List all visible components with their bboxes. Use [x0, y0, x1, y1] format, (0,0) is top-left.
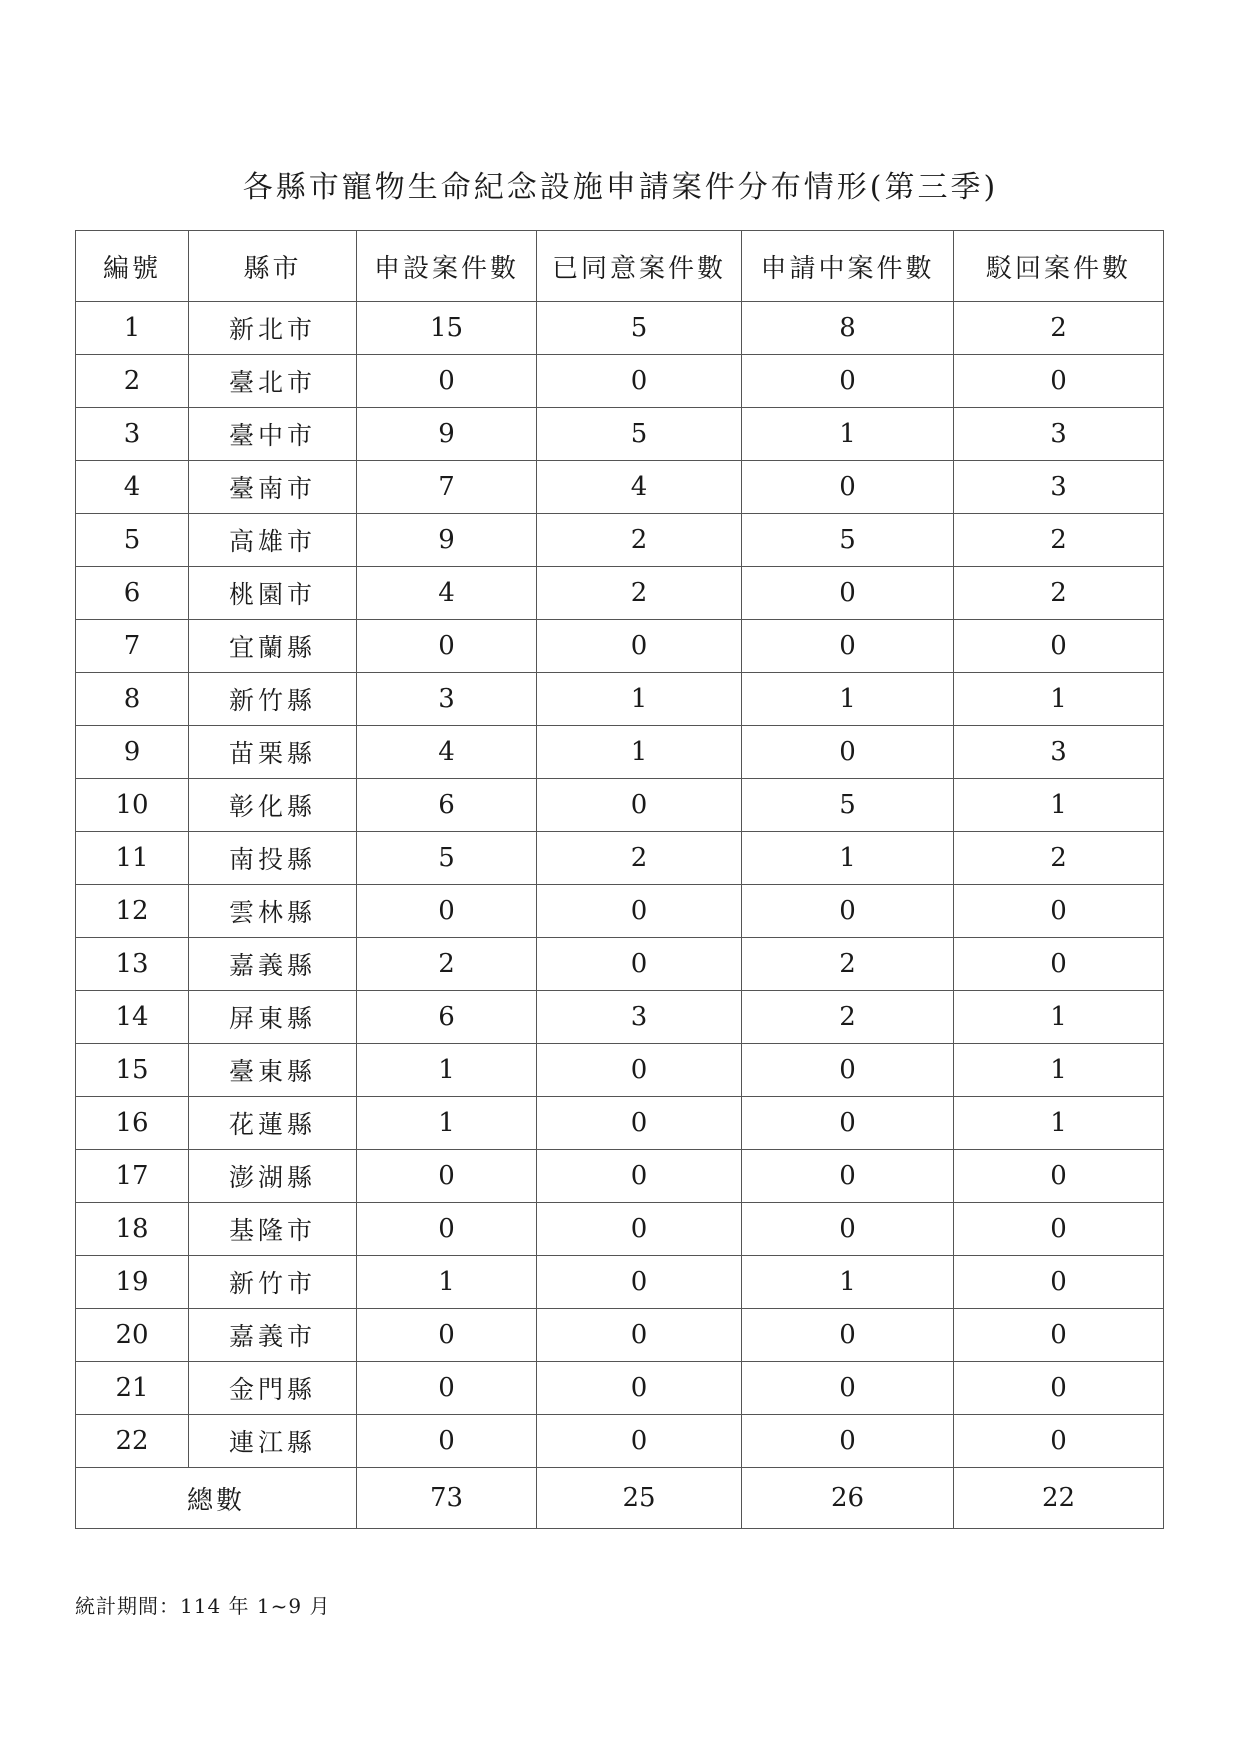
table-row [76, 1203, 1164, 1256]
cell-approved: 0 [537, 938, 742, 991]
cell-pending: 0 [742, 1309, 954, 1362]
cell-rejected: 2 [954, 832, 1164, 885]
total-label: 總數 [76, 1468, 357, 1529]
cell-pending: 5 [742, 514, 954, 567]
cell-applied: 7 [357, 461, 537, 514]
cell-rejected: 2 [954, 567, 1164, 620]
cell-rejected: 0 [954, 885, 1164, 938]
cell-applied: 4 [357, 726, 537, 779]
total-approved: 25 [537, 1468, 742, 1529]
cell-pending: 5 [742, 779, 954, 832]
cell-county: 屏東縣 [189, 991, 357, 1044]
cell-id: 11 [76, 832, 189, 885]
cell-rejected: 0 [954, 1203, 1164, 1256]
cell-pending: 0 [742, 355, 954, 408]
table-row [76, 1415, 1164, 1468]
cell-county: 桃園市 [189, 567, 357, 620]
cell-applied: 3 [357, 673, 537, 726]
total-rejected: 22 [954, 1468, 1164, 1529]
cell-county: 連江縣 [189, 1415, 357, 1468]
cell-pending: 8 [742, 302, 954, 355]
cell-approved: 5 [537, 408, 742, 461]
statistics-period-note: 統計期間：114 年 1~9 月 [75, 1594, 331, 1618]
cell-county: 苗栗縣 [189, 726, 357, 779]
cell-id: 3 [76, 408, 189, 461]
cell-id: 21 [76, 1362, 189, 1415]
cell-applied: 0 [357, 620, 537, 673]
cell-county: 新竹市 [189, 1256, 357, 1309]
cell-id: 12 [76, 885, 189, 938]
cell-applied: 1 [357, 1097, 537, 1150]
cell-approved: 2 [537, 514, 742, 567]
cell-applied: 9 [357, 514, 537, 567]
cell-id: 9 [76, 726, 189, 779]
cell-id: 16 [76, 1097, 189, 1150]
cell-id: 13 [76, 938, 189, 991]
cell-approved: 0 [537, 885, 742, 938]
table-row [76, 673, 1164, 726]
cell-pending: 2 [742, 991, 954, 1044]
cell-rejected: 0 [954, 1309, 1164, 1362]
cell-rejected: 2 [954, 302, 1164, 355]
cell-rejected: 1 [954, 1044, 1164, 1097]
cell-approved: 0 [537, 1362, 742, 1415]
cell-pending: 0 [742, 885, 954, 938]
cell-applied: 15 [357, 302, 537, 355]
cell-county: 雲林縣 [189, 885, 357, 938]
cell-rejected: 1 [954, 779, 1164, 832]
table-row [76, 779, 1164, 832]
cell-approved: 0 [537, 1256, 742, 1309]
cell-rejected: 0 [954, 1256, 1164, 1309]
cell-rejected: 3 [954, 461, 1164, 514]
cell-rejected: 0 [954, 1415, 1164, 1468]
cell-rejected: 0 [954, 355, 1164, 408]
cell-applied: 0 [357, 1415, 537, 1468]
header-county: 縣市 [189, 231, 357, 302]
cell-id: 10 [76, 779, 189, 832]
cell-county: 臺東縣 [189, 1044, 357, 1097]
table-row [76, 832, 1164, 885]
cell-rejected: 0 [954, 1362, 1164, 1415]
total-pending: 26 [742, 1468, 954, 1529]
header-rejected: 駁回案件數 [954, 231, 1164, 302]
cell-id: 6 [76, 567, 189, 620]
cell-county: 臺南市 [189, 461, 357, 514]
cell-county: 金門縣 [189, 1362, 357, 1415]
table-row [76, 991, 1164, 1044]
cell-applied: 1 [357, 1044, 537, 1097]
cell-county: 嘉義市 [189, 1309, 357, 1362]
cell-county: 臺北市 [189, 355, 357, 408]
cell-id: 15 [76, 1044, 189, 1097]
cell-pending: 0 [742, 1097, 954, 1150]
cell-approved: 1 [537, 673, 742, 726]
header-approved: 已同意案件數 [537, 231, 742, 302]
cell-pending: 0 [742, 726, 954, 779]
cell-county: 基隆市 [189, 1203, 357, 1256]
cell-id: 8 [76, 673, 189, 726]
cell-applied: 4 [357, 567, 537, 620]
cell-county: 新北市 [189, 302, 357, 355]
cell-county: 新竹縣 [189, 673, 357, 726]
table-row [76, 1097, 1164, 1150]
cell-approved: 2 [537, 832, 742, 885]
table-row [76, 567, 1164, 620]
table-row [76, 938, 1164, 991]
cell-pending: 1 [742, 1256, 954, 1309]
cell-applied: 9 [357, 408, 537, 461]
cell-pending: 0 [742, 1044, 954, 1097]
table-body [76, 302, 1164, 1468]
header-applied: 申設案件數 [357, 231, 537, 302]
table-row [76, 1256, 1164, 1309]
cell-applied: 5 [357, 832, 537, 885]
cell-pending: 2 [742, 938, 954, 991]
cell-pending: 1 [742, 408, 954, 461]
cell-id: 22 [76, 1415, 189, 1468]
cell-rejected: 3 [954, 726, 1164, 779]
table-row [76, 1150, 1164, 1203]
cell-approved: 0 [537, 1203, 742, 1256]
cell-applied: 6 [357, 779, 537, 832]
cell-applied: 0 [357, 885, 537, 938]
cell-pending: 0 [742, 1203, 954, 1256]
cell-approved: 0 [537, 355, 742, 408]
cell-county: 宜蘭縣 [189, 620, 357, 673]
cell-approved: 4 [537, 461, 742, 514]
table-row [76, 620, 1164, 673]
table-row [76, 514, 1164, 567]
cell-applied: 0 [357, 1203, 537, 1256]
cell-applied: 6 [357, 991, 537, 1044]
table-row [76, 355, 1164, 408]
cell-approved: 0 [537, 1309, 742, 1362]
cell-county: 高雄市 [189, 514, 357, 567]
cell-pending: 1 [742, 673, 954, 726]
cell-county: 花蓮縣 [189, 1097, 357, 1150]
cell-approved: 0 [537, 779, 742, 832]
total-applied: 73 [357, 1468, 537, 1529]
table-row [76, 726, 1164, 779]
cell-approved: 0 [537, 1415, 742, 1468]
page-title: 各縣市寵物生命紀念設施申請案件分布情形(第三季) [242, 170, 999, 205]
cell-rejected: 3 [954, 408, 1164, 461]
cell-id: 2 [76, 355, 189, 408]
header-id: 編號 [76, 231, 189, 302]
table-row [76, 1309, 1164, 1362]
cell-id: 7 [76, 620, 189, 673]
table-row [76, 1044, 1164, 1097]
cell-rejected: 0 [954, 938, 1164, 991]
cell-applied: 0 [357, 355, 537, 408]
table-row [76, 302, 1164, 355]
cell-approved: 0 [537, 1150, 742, 1203]
cell-applied: 0 [357, 1150, 537, 1203]
cell-rejected: 2 [954, 514, 1164, 567]
cell-approved: 0 [537, 1044, 742, 1097]
cell-pending: 1 [742, 832, 954, 885]
cell-county: 臺中市 [189, 408, 357, 461]
cell-approved: 1 [537, 726, 742, 779]
cell-id: 19 [76, 1256, 189, 1309]
cell-id: 18 [76, 1203, 189, 1256]
cell-county: 南投縣 [189, 832, 357, 885]
cell-pending: 0 [742, 620, 954, 673]
cell-county: 嘉義縣 [189, 938, 357, 991]
cell-id: 17 [76, 1150, 189, 1203]
table-row [76, 461, 1164, 514]
county-cases-table [75, 230, 1164, 1529]
cell-id: 14 [76, 991, 189, 1044]
cell-id: 4 [76, 461, 189, 514]
cell-pending: 0 [742, 567, 954, 620]
table-row [76, 408, 1164, 461]
cell-pending: 0 [742, 1150, 954, 1203]
cell-rejected: 1 [954, 1097, 1164, 1150]
cell-applied: 0 [357, 1362, 537, 1415]
cell-rejected: 0 [954, 620, 1164, 673]
cell-applied: 0 [357, 1309, 537, 1362]
cell-county: 彰化縣 [189, 779, 357, 832]
cell-approved: 0 [537, 1097, 742, 1150]
cell-applied: 2 [357, 938, 537, 991]
table-row [76, 885, 1164, 938]
cell-county: 澎湖縣 [189, 1150, 357, 1203]
table-row [76, 1362, 1164, 1415]
cell-approved: 2 [537, 567, 742, 620]
total-row [76, 1468, 1164, 1529]
header-pending: 申請中案件數 [742, 231, 954, 302]
cell-approved: 0 [537, 620, 742, 673]
cell-rejected: 0 [954, 1150, 1164, 1203]
cell-rejected: 1 [954, 673, 1164, 726]
cell-pending: 0 [742, 1362, 954, 1415]
table-header-row [76, 231, 1164, 302]
cell-approved: 5 [537, 302, 742, 355]
cell-pending: 0 [742, 461, 954, 514]
cell-id: 1 [76, 302, 189, 355]
cell-id: 20 [76, 1309, 189, 1362]
cell-pending: 0 [742, 1415, 954, 1468]
cell-approved: 3 [537, 991, 742, 1044]
cell-id: 5 [76, 514, 189, 567]
cell-rejected: 1 [954, 991, 1164, 1044]
cell-applied: 1 [357, 1256, 537, 1309]
